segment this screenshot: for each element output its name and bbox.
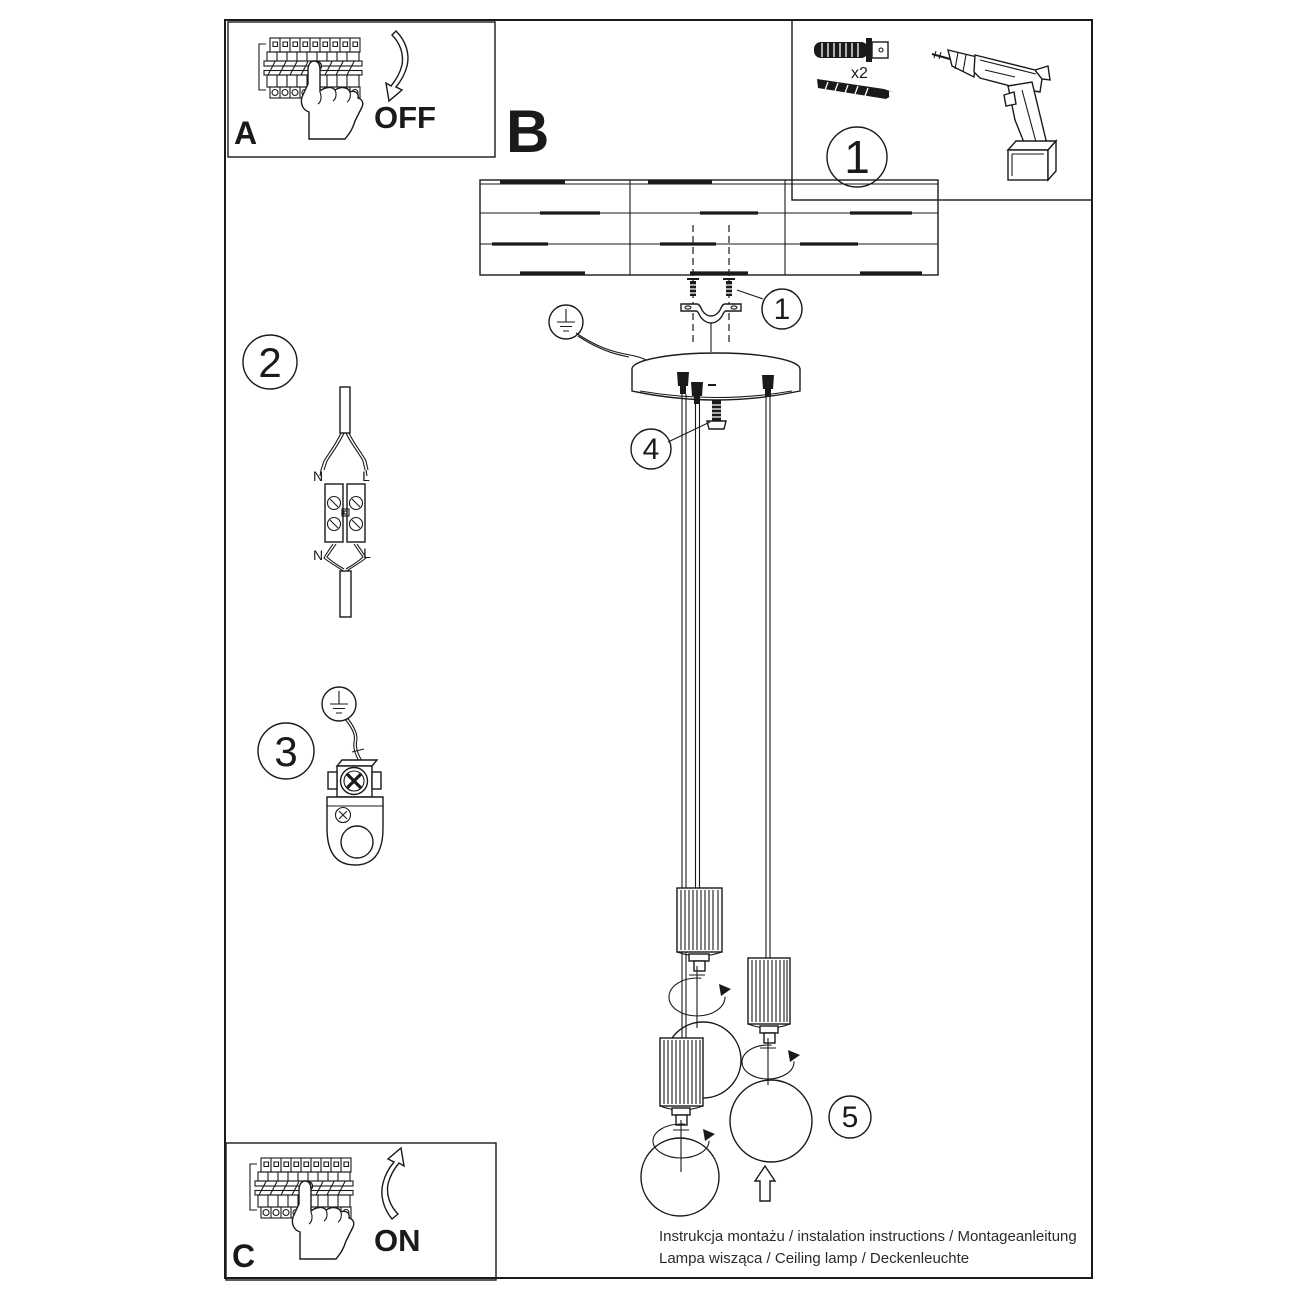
power-on-label: ON	[374, 1223, 421, 1258]
section-label-c: C	[232, 1238, 256, 1274]
screw-icon	[817, 79, 897, 99]
callout-5	[829, 1096, 871, 1138]
panel-power-on	[226, 1143, 496, 1280]
lamp-holder	[677, 888, 722, 971]
up-arrow-icon	[755, 1166, 775, 1201]
drill-icon	[932, 50, 1056, 180]
arrow-down-icon	[386, 31, 408, 101]
callout-5-number: 5	[841, 1101, 859, 1134]
lamp-holder	[660, 1038, 703, 1125]
callout-2-number: 2	[258, 339, 282, 386]
callout-4	[631, 429, 671, 469]
ground-terminal-diagram	[322, 687, 383, 865]
wire-label-live-out: L	[363, 545, 371, 561]
callout-1	[762, 289, 802, 329]
wire-label-live-in: L	[362, 468, 370, 484]
rotate-arrow-icon	[653, 1120, 715, 1172]
page-border	[225, 20, 1092, 1278]
callout-1-number: 1	[773, 293, 791, 326]
mounting-plate	[327, 797, 383, 865]
ceiling-planks	[480, 180, 938, 275]
callout-2	[243, 335, 297, 389]
step-1-circle	[827, 127, 887, 187]
callout-3	[258, 723, 314, 779]
circuit-breaker-icon	[259, 38, 363, 139]
light-bulb	[730, 1080, 812, 1162]
wire-label-neutral-out: N	[312, 547, 324, 563]
rotate-arrow-icon	[742, 1038, 800, 1085]
arrow-up-icon	[382, 1148, 404, 1219]
ground-symbol-icon	[322, 687, 356, 721]
canopy	[632, 353, 800, 404]
ground-screw-terminal	[328, 760, 381, 797]
panel-tools	[792, 20, 1092, 200]
callout-3-number: 3	[274, 728, 298, 775]
mounting-bracket	[681, 304, 741, 323]
mounting-screw-icon	[687, 279, 699, 296]
ground-symbol-icon	[549, 305, 650, 363]
rotate-arrow-icon	[669, 966, 731, 1028]
callout-4-number: 4	[642, 433, 660, 466]
anchor-quantity-label: x2	[851, 65, 868, 82]
wire-label-neutral-in: N	[312, 468, 324, 484]
footer-line-2: Lampa wisząca / Ceiling lamp / Deckenleuchte	[659, 1250, 970, 1267]
step-1-number: 1	[844, 131, 870, 183]
light-bulb	[641, 1138, 719, 1216]
panel-power-off	[228, 22, 495, 157]
canopy-screw-icon	[668, 400, 726, 442]
wire-splice-diagram	[313, 387, 371, 617]
mounting-screw-icon	[723, 279, 735, 296]
terminal-block	[325, 484, 365, 542]
power-off-label: OFF	[374, 100, 436, 135]
circuit-breaker-icon	[250, 1158, 354, 1259]
callout-1-leader	[737, 290, 763, 299]
footer-line-1: Instrukcja montażu / instalation instructions / Montageanleitung	[659, 1228, 1077, 1245]
section-label-b: B	[506, 98, 550, 165]
callout-4-leader	[668, 422, 710, 442]
lamp-holder	[748, 958, 790, 1043]
section-label-a: A	[234, 115, 258, 151]
wall-plug-icon	[814, 38, 888, 62]
